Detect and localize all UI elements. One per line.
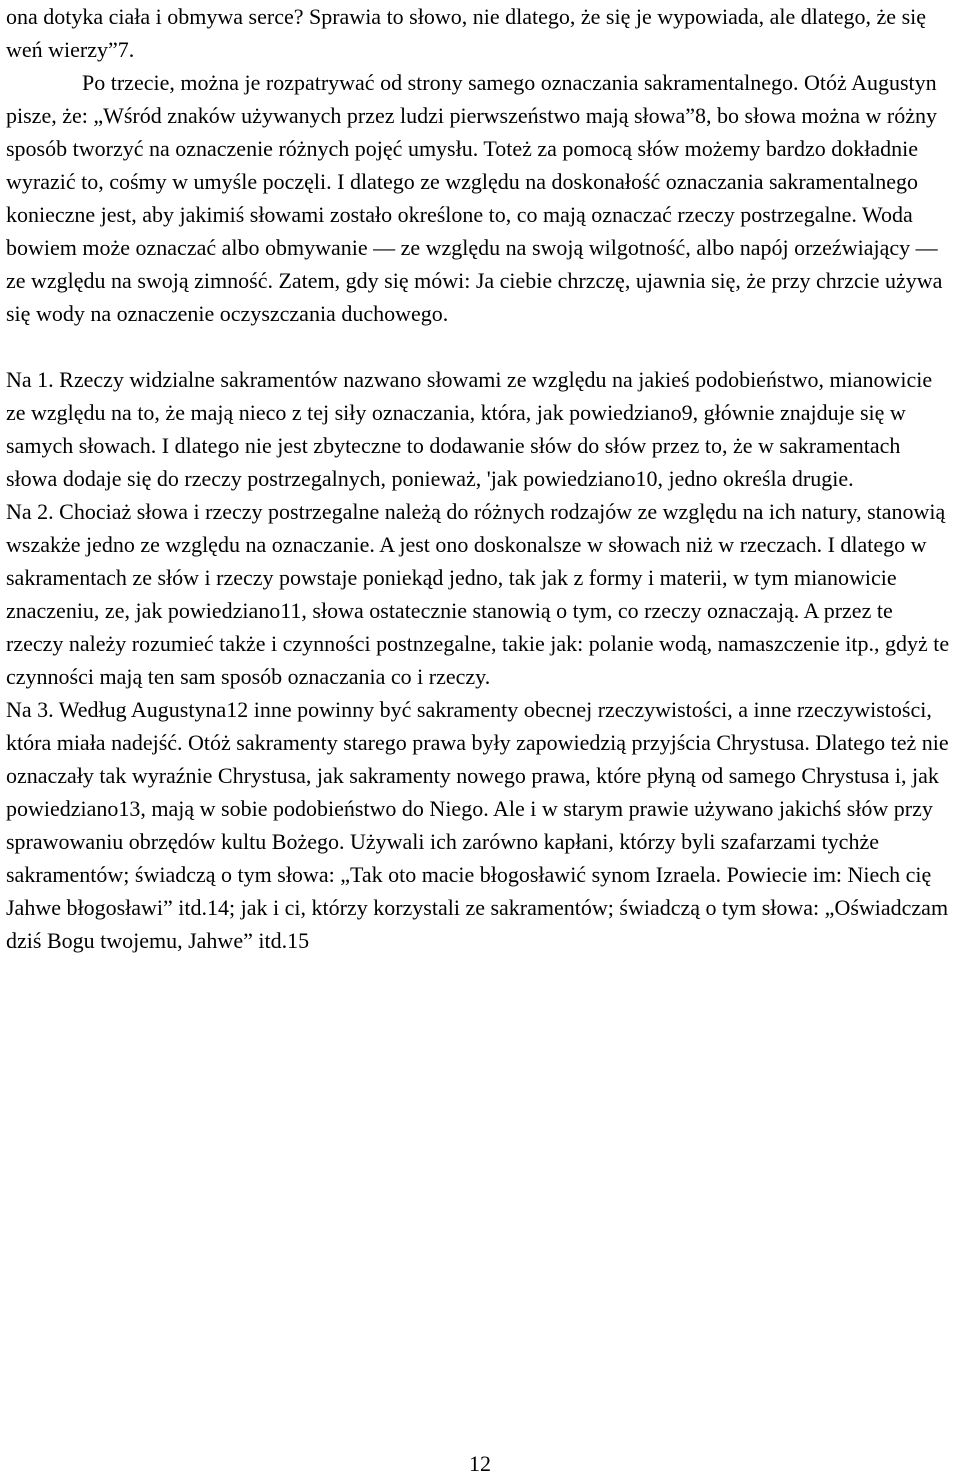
paragraph-third-point: Po trzecie, można je rozpatrywać od strony samego oznaczania sakramentalnego. Otóż Augustyn pisze, że: „Wśród znaków używanych przez ludzi pierwszeństwo mają słowa”8, bo słowa można w różny sposób tworzyć na oznaczenie różnych pojęć umysłu. Toteż za pomocą słów możemy bardzo dokładnie wyrazić to, cośmy w umyśle poczęli. I dlatego ze względu na doskonałość oznaczania sakramentalnego konieczne jest, aby jakimiś słowami zostało określone to, co mają oznaczać rzeczy postrzegalne. Woda bowiem może oznaczać albo obmywanie — ze względu na swoją wilgotność, albo napój orzeźwiający — ze względu na swoją zimność. Zatem, gdy się mówi: Ja ciebie chrzczę, ujawnia się, że przy chrzcie używa się wody na oznaczenie oczyszczania duchowego. xyxy=(6,70,943,326)
document-body xyxy=(6,0,954,957)
paragraph-reply-3: Na 3. Według Augustyna12 inne powinny być sakramenty obecnej rzeczywistości, a inne rzeczywistości, która miała nadejść. Otóż sakramenty starego prawa były zapowiedzią przyjścia Chrystusa. Dlatego też nie oznaczały tak wyraźnie Chrystusa, jak sakramenty nowego prawa, które płyną od samego Chrystusa i, jak powiedziano13, mają w sobie podobieństwo do Niego. Ale i w starym prawie używano jakichś słów przy sprawowaniu obrzędów kultu Bożego. Używali ich zarówno kapłani, którzy byli szafarzami tychże sakramentów; świadczą o tym słowa: „Tak oto macie błogosławić synom Izraela. Powiecie im: Niech cię Jahwe błogosławi” itd.14; jak i ci, którzy korzystali ze sakramentów; świadczą o tym słowa: „Oświadczam dziś Bogu twojemu, Jahwe” itd.15 xyxy=(6,697,949,953)
paragraph-reply-1: Na 1. Rzeczy widzialne sakramentów nazwano słowami ze względu na jakieś podobieństwo, mianowicie ze względu na to, że mają nieco z tej siły oznaczania, która, jak powiedziano9, głównie znajduje się w samych słowach. I dlatego nie jest zbyteczne to dodawanie słów do słów przez to, że w sakramentach słowa dodaje się do rzeczy postrzegalnych, ponieważ, 'jak powiedziano10, jedno określa drugie. xyxy=(6,367,933,491)
paragraph-spacer xyxy=(6,330,954,363)
paragraph-reply-2: Na 2. Chociaż słowa i rzeczy postrzegalne należą do różnych rodzajów ze względu na ich natury, stanowią wszakże jedno ze względu na oznaczanie. A jest ono doskonalsze w słowach niż w rzeczach. I dlatego w sakramentach ze słów i rzeczy powstaje poniekąd jedno, tak jak z formy i materii, w tym mianowicie znaczeniu, ze, jak powiedziano11, słowa ostatecznie stanowią o tym, co rzeczy oznaczają. A przez te rzeczy należy rozumieć także i czynności postnzegalne, takie jak: polanie wodą, namaszczenie itp., gdyż te czynności mają ten sam sposób oznaczania co i rzeczy. xyxy=(6,499,950,689)
page-number: 12 xyxy=(469,1451,491,1476)
paragraph-continuation: ona dotyka ciała i obmywa serce? Sprawia to słowo, nie dlatego, że się je wypowiada, ale dlatego, że się weń wierzy”7. xyxy=(6,4,927,62)
